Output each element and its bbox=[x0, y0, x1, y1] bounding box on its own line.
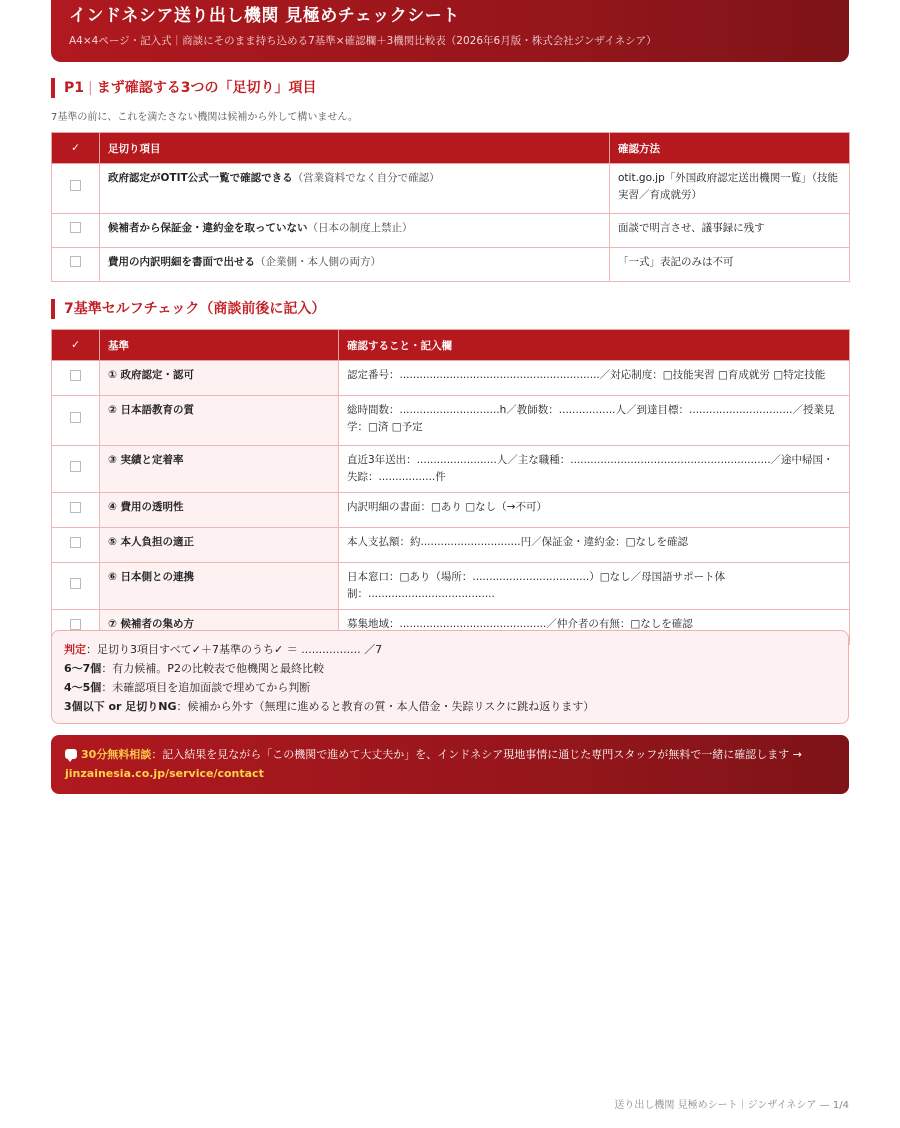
judge-line bbox=[64, 697, 836, 716]
criteria-table bbox=[51, 329, 850, 645]
fill-field[interactable]: 内訳明細の書面：□あり □なし（→不可） bbox=[339, 493, 850, 528]
checkbox-cell[interactable] bbox=[52, 446, 100, 493]
cutoff-method: 面談で明言させ、議事録に残す bbox=[610, 214, 850, 248]
fill-field[interactable]: 本人支払額：約..............................円／保証金・違約金：□なしを確認 bbox=[339, 528, 850, 563]
cta-line bbox=[65, 745, 835, 764]
checkbox[interactable] bbox=[70, 180, 81, 191]
judge-line bbox=[64, 659, 836, 678]
col-method: 確認方法 bbox=[610, 133, 850, 164]
cta-highlight: 30分無料相談 bbox=[81, 748, 152, 761]
criterion: ⑤ 本人負担の適正 bbox=[100, 528, 339, 563]
checkbox[interactable] bbox=[70, 502, 81, 513]
judge-range-label: 4〜5個 bbox=[64, 681, 102, 694]
fill-field[interactable]: 直近3年送出：........................人／主な職種：............................................................／途中帰国・失踪：.................件 bbox=[339, 446, 850, 493]
table-row bbox=[52, 248, 850, 282]
cutoff-item-sub: （日本の制度上禁止） bbox=[307, 222, 413, 234]
fill-field[interactable]: 日本窓口：□あり（場所：...................................）□なし／母国語サポート体制：...................................... bbox=[339, 563, 850, 610]
criterion: ③ 実績と定着率 bbox=[100, 446, 339, 493]
section1-heading: まず確認する3つの「足切り」項目 bbox=[96, 80, 317, 96]
judge-line bbox=[64, 678, 836, 697]
criteria-table-header bbox=[52, 330, 850, 361]
judge-range-label: 3個以下 or 足切りNG bbox=[64, 700, 177, 713]
judge-range-text: ：候補から外す（無理に進めると教育の質・本人借金・失踪リスクに跳ね返ります） bbox=[176, 700, 595, 713]
fill-field[interactable]: 募集地域：............................................／仲介者の有無：□なしを確認 bbox=[339, 610, 850, 645]
judge-formula: ：足切り3項目すべて✓＋7基準のうち✓ ＝ ................. ／7 bbox=[86, 643, 383, 656]
col-criterion: 基準 bbox=[100, 330, 339, 361]
page-footer: 送り出し機関 見極めシート｜ジンザイネシア — 1/4 bbox=[614, 1100, 849, 1111]
table-row bbox=[52, 563, 850, 610]
chat-bubble-icon bbox=[65, 749, 77, 759]
cutoff-item-text: 費用の内訳明細を書面で出せる bbox=[108, 256, 255, 268]
cutoff-item-sub: （営業資料でなく自分で確認） bbox=[292, 172, 440, 184]
section2-title bbox=[51, 299, 325, 319]
page-title: インドネシア送り出し機関 見極めチェックシート bbox=[69, 6, 460, 26]
cutoff-item-sub: （企業側・本人側の両方） bbox=[255, 256, 381, 268]
checkbox[interactable] bbox=[70, 256, 81, 267]
page-subtitle: A4×4ページ・記入式｜商談にそのまま持ち込める7基準×確認欄＋3機関比較表（2026年6月版・株式会社ジンザイネシア） bbox=[69, 35, 657, 47]
table-row bbox=[52, 164, 850, 214]
judge-range-label: 6〜7個 bbox=[64, 662, 102, 675]
judgement-box bbox=[51, 630, 849, 724]
col-item: 足切り項目 bbox=[100, 133, 610, 164]
table-row bbox=[52, 396, 850, 446]
consult-banner bbox=[51, 735, 849, 794]
contact-link[interactable]: jinzainesia.co.jp/service/contact bbox=[65, 767, 264, 780]
checkbox[interactable] bbox=[70, 619, 81, 630]
cutoff-method: 「一式」表記のみは不可 bbox=[610, 248, 850, 282]
section1-note: 7基準の前に、これを満たさない機関は候補から外して構いません。 bbox=[51, 112, 358, 123]
criterion: ④ 費用の透明性 bbox=[100, 493, 339, 528]
col-check: ✓ bbox=[52, 133, 100, 164]
checkbox[interactable] bbox=[70, 461, 81, 472]
checkbox-cell[interactable] bbox=[52, 248, 100, 282]
cutoff-item bbox=[100, 214, 610, 248]
section1-prefix: P1 bbox=[64, 80, 85, 96]
checkbox-cell[interactable] bbox=[52, 563, 100, 610]
section1-title: P1 | まず確認する3つの「足切り」項目 bbox=[51, 78, 316, 98]
col-check: ✓ bbox=[52, 330, 100, 361]
cutoff-table-header bbox=[52, 133, 850, 164]
checkbox-cell[interactable] bbox=[52, 528, 100, 563]
table-row bbox=[52, 446, 850, 493]
criterion: ② 日本語教育の質 bbox=[100, 396, 339, 446]
table-row bbox=[52, 214, 850, 248]
criterion: ⑦ 候補者の集め方 bbox=[100, 610, 339, 645]
checkbox[interactable] bbox=[70, 578, 81, 589]
cutoff-item-text: 政府認定がOTIT公式一覧で確認できる bbox=[108, 172, 293, 184]
col-fill: 確認すること・記入欄 bbox=[339, 330, 850, 361]
checkbox[interactable] bbox=[70, 222, 81, 233]
fill-field[interactable]: 総時間数：..............................h／教師数：.................人／到達目標：...............................／授業見学：□済 □予定 bbox=[339, 396, 850, 446]
cutoff-table bbox=[51, 132, 850, 282]
fill-field[interactable]: 認定番号：............................................................／対応制度：□技能実習 □育成就労 □特定技能 bbox=[339, 361, 850, 396]
checkbox-cell[interactable] bbox=[52, 214, 100, 248]
page-header bbox=[51, 0, 849, 62]
judge-line bbox=[64, 640, 836, 659]
table-row bbox=[52, 528, 850, 563]
criterion: ① 政府認定・認可 bbox=[100, 361, 339, 396]
checkbox-cell[interactable] bbox=[52, 164, 100, 214]
checkbox[interactable] bbox=[70, 412, 81, 423]
cutoff-item-text: 候補者から保証金・違約金を取っていない bbox=[108, 222, 308, 234]
section2-heading: 7基準セルフチェック（商談前後に記入） bbox=[64, 301, 326, 317]
table-row bbox=[52, 493, 850, 528]
checkbox[interactable] bbox=[70, 370, 81, 381]
checkbox-cell[interactable] bbox=[52, 361, 100, 396]
judge-range-text: ：未確認項目を追加面談で埋めてから判断 bbox=[101, 681, 311, 694]
cutoff-method: otit.go.jp「外国政府認定送出機関一覧」（技能実習／育成就労） bbox=[610, 164, 850, 214]
criterion: ⑥ 日本側との連携 bbox=[100, 563, 339, 610]
table-row bbox=[52, 361, 850, 396]
judge-range-text: ：有力候補。P2の比較表で他機関と最終比較 bbox=[101, 662, 324, 675]
checkbox-cell[interactable] bbox=[52, 493, 100, 528]
cutoff-item bbox=[100, 164, 610, 214]
checkbox-cell[interactable] bbox=[52, 396, 100, 446]
cta-text: ：記入結果を見ながら「この機関で進めて大丈夫か」を、インドネシア現地事情に通じた専門スタッフが無料で一緒に確認します → bbox=[151, 748, 802, 761]
judge-label: 判定 bbox=[64, 643, 86, 656]
cutoff-item bbox=[100, 248, 610, 282]
checkbox[interactable] bbox=[70, 537, 81, 548]
